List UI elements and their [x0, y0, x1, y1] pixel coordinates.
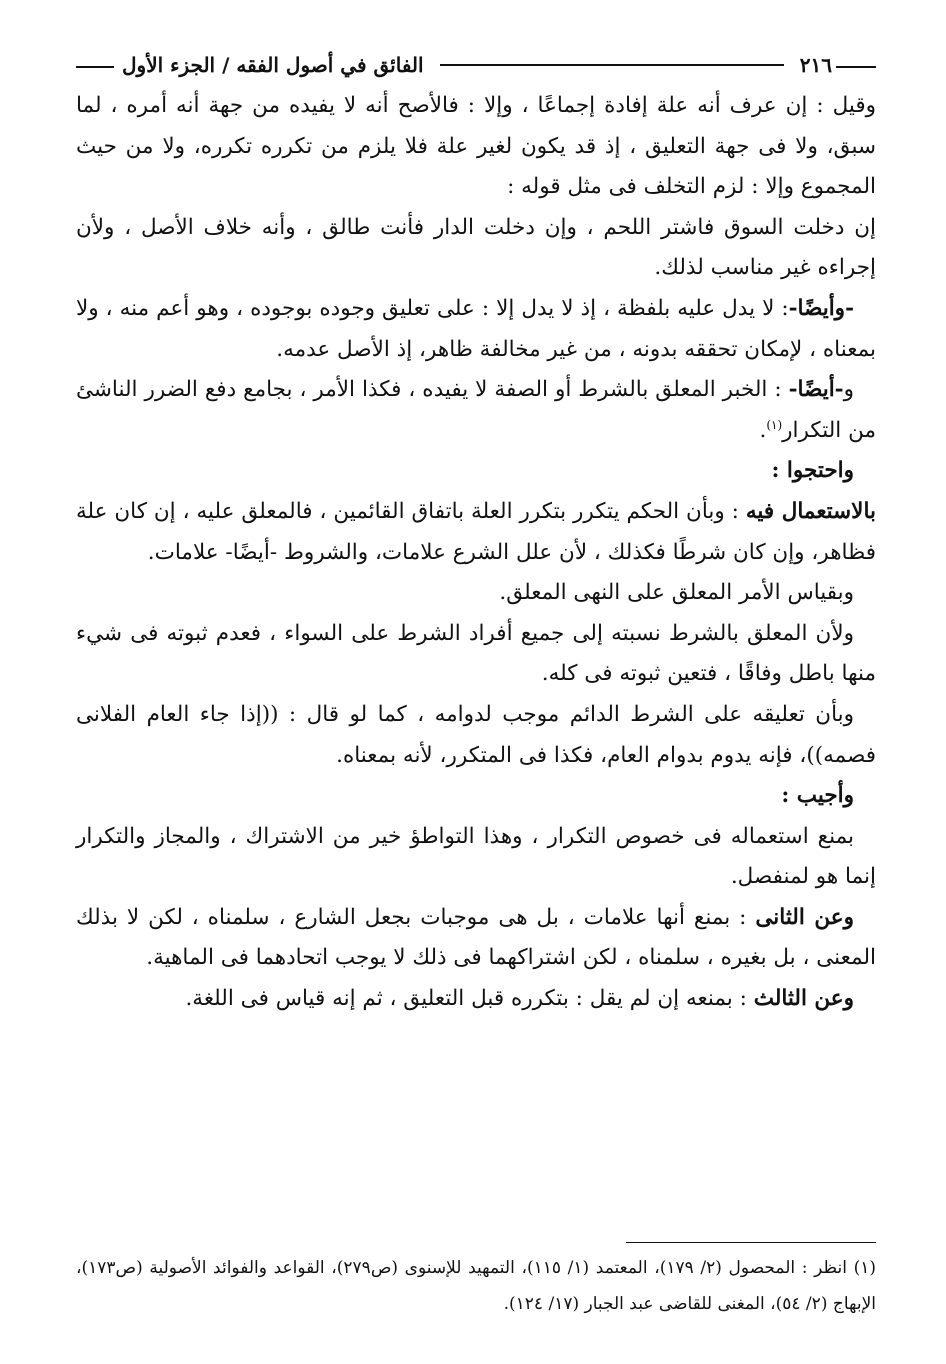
paragraph-text: : الخبر المعلق بالشرط أو الصفة لا يفيده ، فكذا الأمر ، بجامع دفع الضرر الناشئ من التكرار — [76, 377, 876, 443]
paragraph — [76, 492, 876, 573]
paragraph-lead: وأجيب : — [781, 783, 854, 809]
footnote-divider — [626, 1242, 876, 1243]
paragraph — [76, 776, 876, 817]
paragraph: بمنع استعماله فى خصوص التكرار ، وهذا التواطؤ خير من الاشتراك ، والمجاز والتكرار إنما هو لمنفصل. — [76, 823, 876, 890]
paragraph-text: : بمنع أنها علامات ، بل هى موجبات بجعل الشارع ، سلمناه ، لكن لا بذلك المعنى ، بل بغيره ، سلمناه ، لكن اشتراكهما فى ذلك لا يوجب اتحادهما فى الماهية. — [76, 904, 876, 971]
paragraph: ولأن المعلق بالشرط نسبته إلى جميع أفراد الشرط على السواء ، فعدم ثبوته فى شيء منها باطل وفاقًا ، فتعين ثبوته فى كله. — [76, 620, 876, 687]
paragraph-text: : وبأن الحكم يتكرر بتكرر العلة باتفاق القائمين ، فالمعلق عليه ، إن كان علة فظاهر، وإن كان شرطًا فكذلك ، لأن علل الشرع علامات، والشروط -أيضًا- علامات. — [76, 498, 876, 565]
paragraph — [76, 898, 876, 979]
footnotes — [76, 1250, 876, 1322]
paragraph — [76, 979, 876, 1020]
header-rule — [440, 64, 784, 66]
paragraph-tail: . — [759, 417, 767, 443]
book-title: الفائق في أصول الفقه / الجزء الأول — [122, 53, 424, 77]
paragraph: وبأن تعليقه على الشرط الدائم موجب لدوامه ، كما لو قال : ((إذا جاء العام الفلانى فصمه))، فإنه يدوم بدوام العام، فكذا فى المتكرر، لأنه بمعناه. — [76, 701, 876, 768]
footnote-text: انظر : المحصول (٢/ ١٧٩)، المعتمد (١/ ١١٥)، التمهيد للإسنوى (ص٢٧٩)، القواعد والفوائد الأصولية (ص١٧٣)، الإبهاج (٢/ ٥٤)، المغنى للقاضى عبد الجبار (١٧/ ١٢٤). — [76, 1258, 876, 1314]
page-number-group — [800, 53, 876, 77]
paragraph: وبقياس الأمر المعلق على النهى المعلق. — [499, 580, 854, 606]
paragraph-lead: وعن الثالث — [753, 986, 854, 1012]
main-text — [76, 86, 876, 1020]
paragraph — [76, 370, 876, 451]
paragraph-lead: وعن الثانى — [755, 904, 854, 930]
paragraph: إن دخلت السوق فاشتر اللحم ، وإن دخلت الدار فأنت طالق ، وأنه خلاف الأصل ، ولأن إجراءه غير مناسب لذلك. — [76, 214, 876, 281]
paragraph — [76, 289, 876, 370]
footnote-ref[interactable]: (١) — [766, 417, 783, 432]
page-number: ٢١٦ — [799, 53, 832, 77]
paragraph: وقيل : إن عرف أنه علة إفادة إجماعًا ، وإلا : فالأصح أنه لا يفيده من جهة أنه أمره ، لما سبق، ولا فى جهة التعليق ، إذ قد يكون لغير علة فلا يلزم من تكرره تكرره، ولا من حيث المجموع وإلا : لزم التخلف فى مثل قوله : — [76, 93, 876, 200]
running-header — [76, 44, 876, 86]
book-title-group — [76, 53, 424, 77]
paragraph-lead: -وأيضًا- — [788, 295, 854, 321]
paragraph-text: : بمنعه إن لم يقل : بتكرره قبل التعليق ، ثم إنه قياس فى اللغة. — [185, 986, 754, 1012]
paragraph-lead: -أيضًا- — [788, 377, 844, 403]
paragraph-prefix: و — [843, 377, 854, 403]
paragraph-lead: واحتجوا : — [771, 458, 854, 484]
footnote-marker: (١) — [853, 1258, 876, 1278]
header-dash — [836, 66, 876, 68]
paragraph-text: : لا يدل عليه بلفظة ، إذ لا يدل إلا : على تعليق وجوده بوجوده ، وهو أعم منه ، ولا بمعناه ، لإمكان تحققه بدونه ، من غير مخالفة ظاهر، إذ الأصل عدمه. — [76, 295, 876, 362]
book-page — [76, 44, 876, 1344]
header-dash — [76, 66, 114, 68]
paragraph — [76, 451, 876, 492]
paragraph-lead: بالاستعمال فيه — [745, 498, 876, 524]
footnote — [76, 1250, 876, 1322]
